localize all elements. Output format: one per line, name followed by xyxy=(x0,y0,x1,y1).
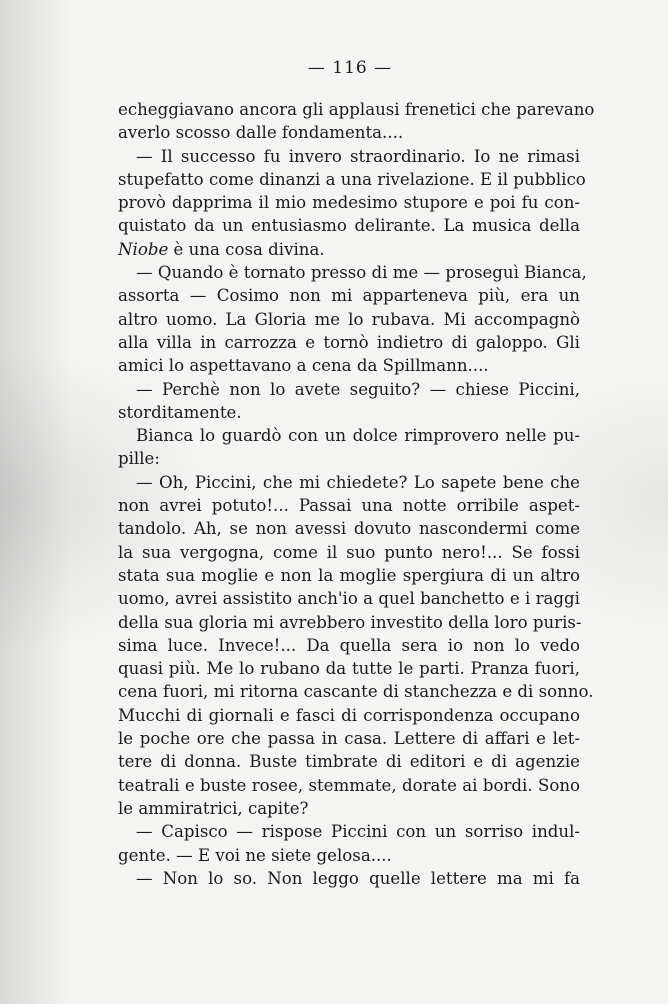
text-line: — Oh, Piccini, che mi chiedete? Lo sapete bene che xyxy=(136,472,580,492)
text-line: provò dapprima il mio medesimo stupore e poi fu con- xyxy=(118,193,580,213)
text-line: uomo, avrei assistito anch'io a quel banchetto e i raggi xyxy=(118,589,580,609)
text-line: stata sua moglie e non la moglie spergiura di un altro xyxy=(118,565,580,585)
text-line: Bianca lo guardò con un dolce rimprovero nelle pu- xyxy=(136,426,580,446)
text-line: pille: xyxy=(118,449,160,469)
text-line: — Capisco — rispose Piccini con un sorriso indul- xyxy=(136,822,580,842)
body-text xyxy=(118,98,595,890)
text-line: gente. — E voi ne siete gelosa.... xyxy=(118,845,392,865)
text-line: Mucchi di giornali e fasci di corrispondenza occupano xyxy=(118,705,580,725)
text-line: assorta — Cosimo non mi apparteneva più, era un xyxy=(118,286,580,306)
text-line: teatrali e buste rosee, stemmate, dorate ai bordi. Sono xyxy=(118,775,580,795)
page-gutter-shadow xyxy=(0,0,70,1004)
text-line: non avrei potuto!... Passai una notte orribile aspet- xyxy=(118,496,580,516)
text-line: tandolo. Ah, se non avessi dovuto nascondermi come xyxy=(118,519,580,539)
text-line: storditamente. xyxy=(118,402,242,422)
text-line: le poche ore che passa in casa. Lettere di affari e let- xyxy=(118,729,580,749)
text-line: le ammiratrici, capite? xyxy=(118,798,309,818)
text-line: — Quando è tornato presso di me — proseguì Bianca, xyxy=(136,263,587,283)
text-line: della sua gloria mi avrebbero investito della loro puris- xyxy=(118,612,582,632)
text-line: — Non lo so. Non leggo quelle lettere ma mi fa xyxy=(136,868,580,888)
text-line: la sua vergogna, come il suo punto nero!... Se fossi xyxy=(118,542,580,562)
text-line: tere di donna. Buste timbrate di editori e di agenzie xyxy=(118,752,580,772)
text-line: stupefatto come dinanzi a una rivelazione. E il pubblico xyxy=(118,169,586,189)
text-line: alla villa in carrozza e tornò indietro di galoppo. Gli xyxy=(118,332,580,352)
text-line: quistato da un entusiasmo delirante. La musica della xyxy=(118,216,580,236)
text-line: altro uomo. La Gloria me lo rubava. Mi accompagnò xyxy=(118,309,580,329)
page-number: — 116 — xyxy=(307,58,393,78)
text-line: — Il successo fu invero straordinario. Io ne rimasi xyxy=(136,146,580,166)
text-line: averlo scosso dalle fondamenta.... xyxy=(118,123,404,143)
text-line: cena fuori, mi ritorna cascante di stanchezza e di sonno. xyxy=(118,682,594,702)
text-line: echeggiavano ancora gli applausi frenetici che parevano xyxy=(118,100,595,119)
text-line: amici lo aspettavano a cena da Spillmann.... xyxy=(118,356,489,376)
text-line: quasi più. Me lo rubano da tutte le parti. Pranza fuori, xyxy=(118,659,580,679)
italic-title: Niobe xyxy=(118,239,169,259)
text-line: — Perchè non lo avete seguito? — chiese Piccini, xyxy=(136,379,580,399)
text-line: sima luce. Invece!... Da quella sera io non lo vedo xyxy=(118,635,580,655)
text-line: Niobe è una cosa divina. xyxy=(118,239,325,259)
